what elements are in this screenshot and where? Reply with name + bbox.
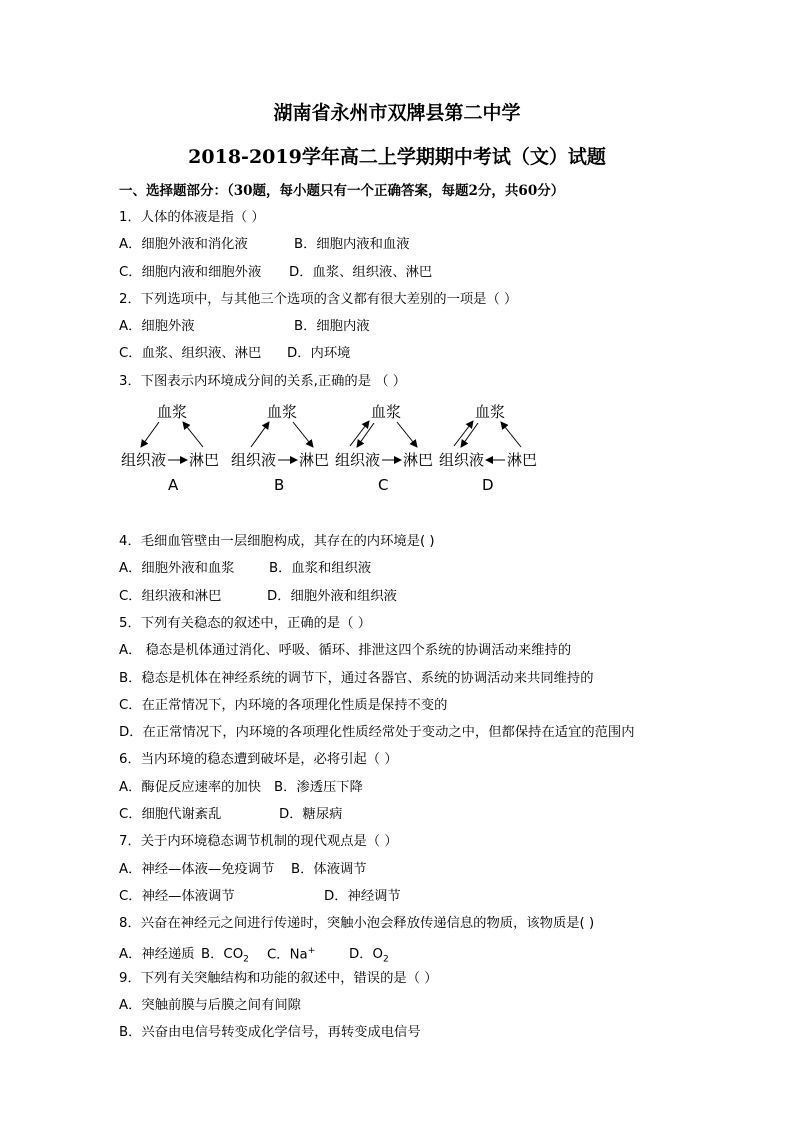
- q8-stem: 8．兴奋在神经元之间进行传递时，突触小泡会释放传递信息的物质，该物质是( ): [119, 916, 595, 932]
- q4-stem: 4．毛细血管壁由一层细胞构成，其存在的内环境是( ): [119, 534, 435, 550]
- diagram-a-lymph: 淋巴: [189, 451, 220, 470]
- q2-option-c: C．血浆、组织液、淋巴: [119, 346, 262, 362]
- q2-options-ab: [119, 313, 679, 340]
- q1-option-c: C．细胞内液和细胞外液: [119, 264, 262, 280]
- q6-option-c: C．细胞代谢紊乱: [119, 807, 222, 823]
- q4-option-b: B．血浆和组织液: [269, 561, 372, 577]
- q4-option-d: D．细胞外液和组织液: [267, 588, 397, 604]
- q7-option-a: A．神经—体液—免疫调节: [119, 861, 275, 877]
- diagram-d: [439, 403, 537, 494]
- q4-option-a: A．细胞外液和血浆: [119, 561, 235, 577]
- diagram-d-plasma: 血浆: [475, 403, 506, 422]
- q8-option-b: B．$CO_2$: [201, 946, 249, 965]
- section-heading: 一、选择题部分：（30题，每小题只有一个正确答案，每题2分，共60分）: [119, 183, 565, 199]
- diagram-a-tissue: 组织液: [121, 451, 167, 470]
- diagram-c-tissue: 组织液: [335, 451, 381, 470]
- q7-option-d: D．神经调节: [324, 888, 401, 904]
- q6-options-cd: [119, 801, 679, 828]
- q9-option-b: B．兴奋由电信号转变成化学信号，再转变成电信号: [119, 1025, 421, 1041]
- q1-option-b: B．细胞内液和血液: [294, 237, 410, 253]
- q7-options-cd: [119, 883, 679, 910]
- q2-option-b: B．细胞内液: [294, 319, 370, 335]
- q1-options-ab: [119, 231, 679, 258]
- q2-option-a: A．细胞外液: [119, 319, 195, 335]
- q7-options-ab: [119, 856, 679, 883]
- q1-option-a: A．细胞外液和消化液: [119, 237, 248, 253]
- question-list: [119, 204, 679, 1047]
- q9-stem: 9．下列有关突触结构和功能的叙述中，错误的是（ ）: [119, 970, 438, 986]
- diagram-c-lymph: 淋巴: [403, 451, 434, 470]
- q4-options-ab: [119, 555, 679, 582]
- title-school: 湖南省永州市双牌县第二中学: [273, 102, 521, 124]
- diagram-b-lymph: 淋巴: [299, 451, 330, 470]
- diagram-b-label: B: [274, 476, 285, 495]
- q5-option-b: B．稳态是机体在神经系统的调节下，通过各器官、系统的协调活动来共同维持的: [119, 670, 594, 686]
- q2-stem: 2．下列选项中，与其他三个选项的含义都有很大差别的一项是（ ）: [119, 291, 518, 307]
- diagram-c-label: C: [378, 476, 389, 495]
- q3-diagram: [119, 395, 679, 528]
- q1-option-d: D．血浆、组织液、淋巴: [289, 264, 433, 280]
- q6-option-d: D．糖尿病: [279, 807, 343, 823]
- diagram-b: [231, 403, 329, 494]
- title-exam: 2018-2019学年高二上学期期中考试（文）试题: [188, 146, 606, 168]
- q8-option-a: A．神经递质: [119, 946, 195, 962]
- diagram-d-label: D: [482, 476, 494, 495]
- q1-options-cd: [119, 259, 679, 286]
- q8-options: [119, 938, 679, 965]
- diagram-d-tissue: 组织液: [439, 451, 485, 470]
- diagram-a: [121, 403, 219, 494]
- q5-option-c: C．在正常情况下，内环境的各项理化性质是保持不变的: [119, 697, 448, 713]
- q4-option-c: C．组织液和淋巴: [119, 588, 222, 604]
- q5-stem: 5．下列有关稳态的叙述中，正确的是（ ）: [119, 615, 372, 631]
- diagram-a-plasma: 血浆: [157, 403, 188, 422]
- q4-options-cd: [119, 583, 679, 610]
- q3-diagram-svg: [119, 397, 559, 495]
- q6-option-b: B．渗透压下降: [274, 779, 363, 795]
- q3-stem: 3．下图表示内环境成分间的关系,正确的是 （ ）: [119, 373, 407, 389]
- q7-stem: 7．关于内环境稳态调节机制的现代观点是（ ）: [119, 834, 398, 850]
- q2-option-d: D．内环境: [287, 346, 351, 362]
- diagram-c: [335, 403, 433, 494]
- diagram-b-plasma: 血浆: [267, 403, 298, 422]
- q9-option-a: A．突触前膜与后膜之间有间隙: [119, 998, 301, 1014]
- q7-option-b: B．体液调节: [291, 861, 367, 877]
- diagram-b-tissue: 组织液: [231, 451, 277, 470]
- q1-stem: 1．人体的体液是指（ ）: [119, 210, 265, 225]
- diagram-d-lymph: 淋巴: [507, 451, 538, 470]
- q8-option-c: C．Na+: [267, 945, 316, 962]
- q6-options-ab: [119, 774, 679, 801]
- q7-option-c: C．神经—体液调节: [119, 888, 235, 904]
- q2-options-cd: [119, 340, 679, 367]
- q5-option-a: A． 稳态是机体通过消化、呼吸、循环、排泄这四个系统的协调活动来维持的: [119, 643, 572, 659]
- diagram-c-plasma: 血浆: [371, 403, 402, 422]
- q6-option-a: A．酶促反应速率的加快: [119, 779, 262, 795]
- q5-option-d: D．在正常情况下，内环境的各项理化性质经常处于变动之中，但都保持在适宜的范围内: [119, 725, 635, 741]
- q8-option-d: D．$O_2$: [349, 946, 389, 965]
- q6-stem: 6．当内环境的稳态遭到破坏是，必将引起（ ）: [119, 752, 398, 768]
- diagram-a-label: A: [168, 476, 179, 495]
